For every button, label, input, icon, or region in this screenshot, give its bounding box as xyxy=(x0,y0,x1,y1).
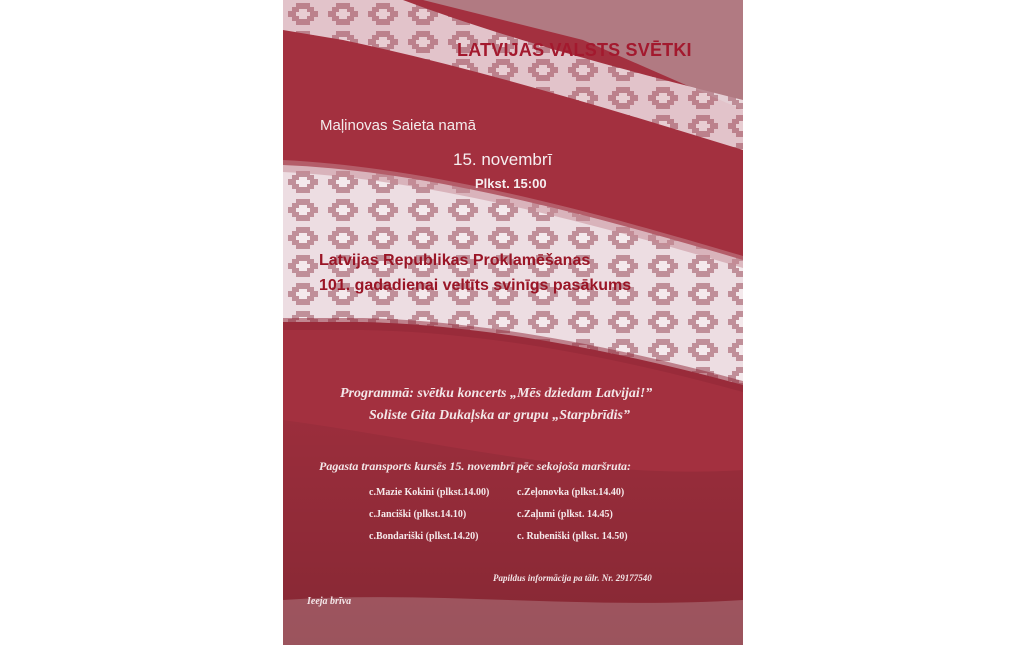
stop-item: c. Rubeniški (plkst. 14.50) xyxy=(517,531,628,542)
occasion-line-2: 101. gadadienai veltīts svinīgs pasākums xyxy=(319,277,632,294)
transport-heading: Pagasta transports kursēs 15. novembrī pēc sekojoša maršruta: xyxy=(319,459,632,473)
event-date: 15. novembrī xyxy=(453,150,553,169)
stop-item: c.Mazie Kokini (plkst.14.00) xyxy=(369,487,490,498)
program-line-1: Programmā: svētku koncerts „Mēs dziedam Latvijai!” xyxy=(340,386,653,401)
stop-item: c.Zaļumi (plkst. 14.45) xyxy=(517,509,613,520)
entry-note: Ieeja brīva xyxy=(307,596,352,607)
latvian-flag-background xyxy=(283,0,743,645)
program-line-2: Soliste Gita Dukaļska ar grupu „Starpbrīdis” xyxy=(369,408,631,423)
venue-text: Maļinovas Saieta namā xyxy=(320,117,476,134)
event-poster xyxy=(283,0,743,645)
event-time: Plkst. 15:00 xyxy=(475,176,547,191)
poster-title: LATVIJAS VALSTS SVĒTKI xyxy=(457,40,692,60)
stop-item: c.Bondariški (plkst.14.20) xyxy=(369,531,479,542)
contact-info: Papildus informācija pa tālr. Nr. 29177540 xyxy=(493,573,652,583)
occasion-line-1: Latvijas Republikas Proklamēšanas xyxy=(319,252,591,269)
stop-item: c.Janciški (plkst.14.10) xyxy=(369,509,467,520)
stop-item: c.Zeļonovka (plkst.14.40) xyxy=(517,487,625,498)
